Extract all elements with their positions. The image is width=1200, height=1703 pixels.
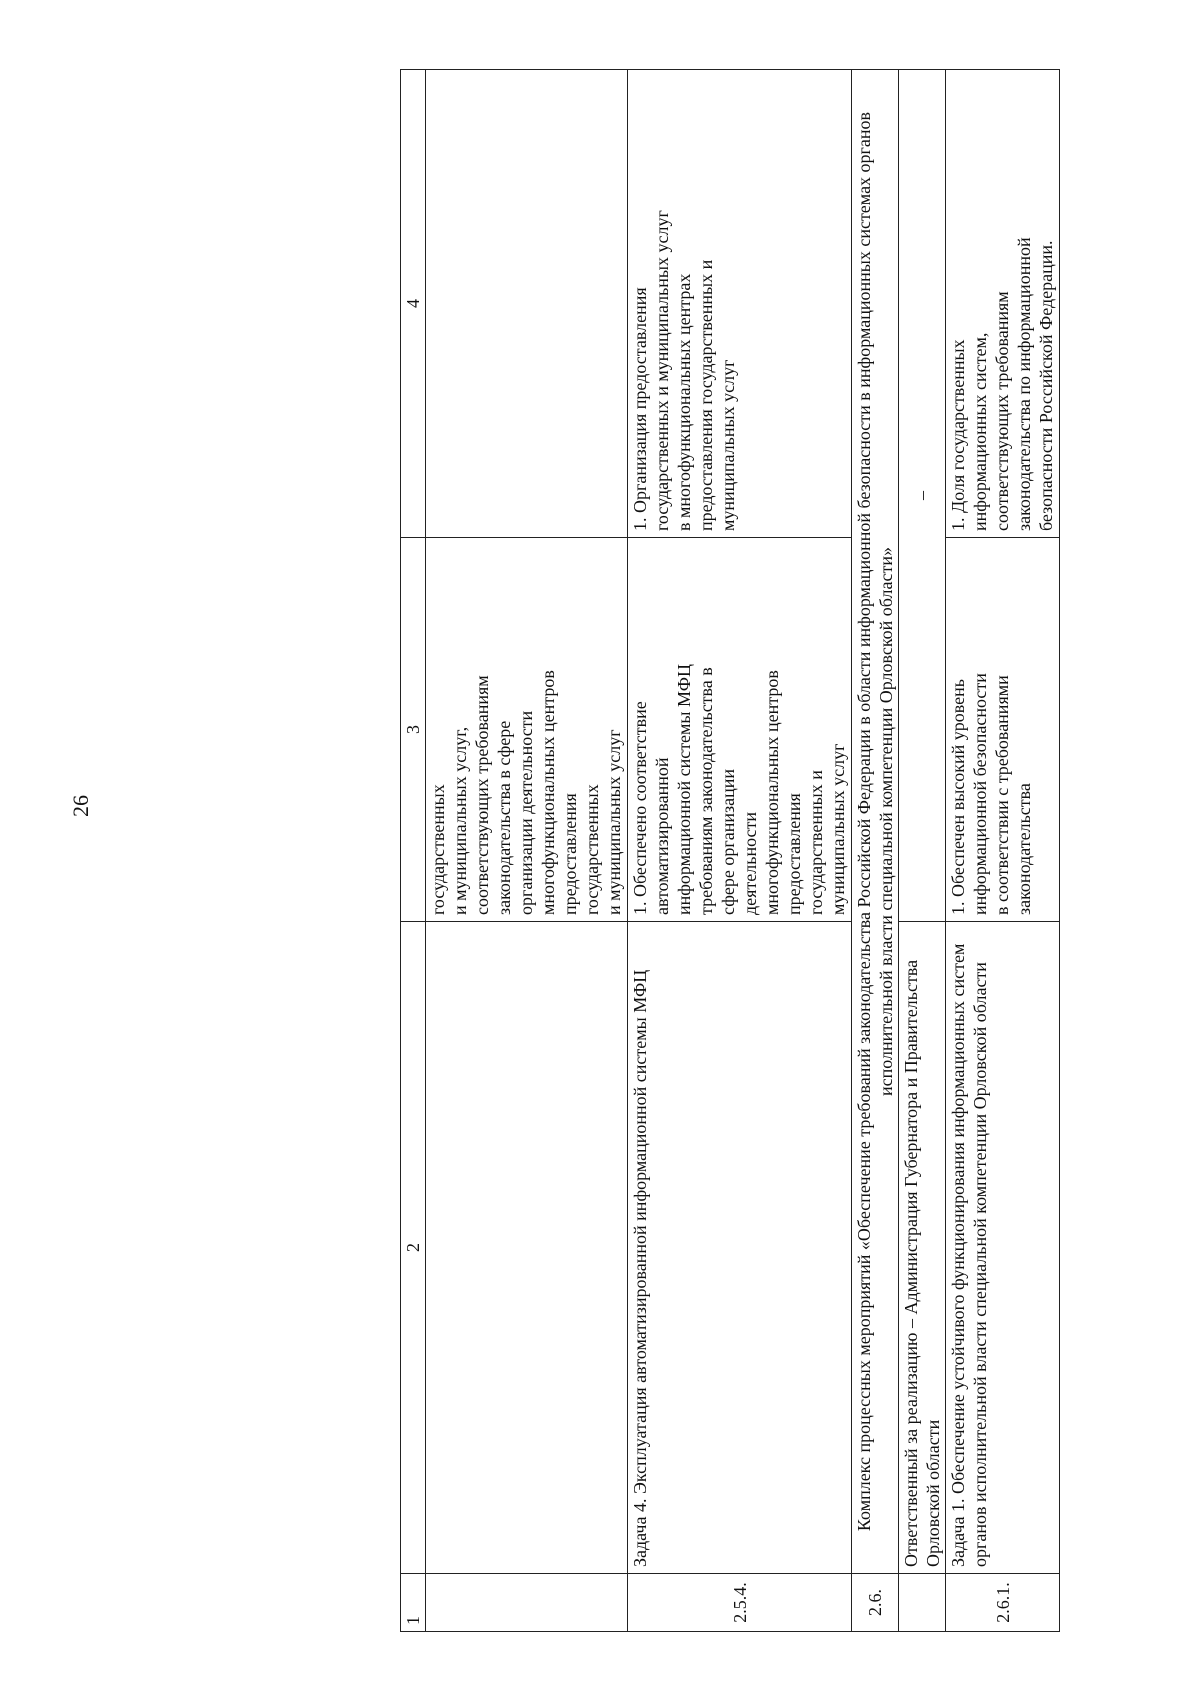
cell-empty (899, 1574, 946, 1632)
cell-task: Задача 4. Эксплуатация автоматизированной информационной системы МФЦ (628, 922, 852, 1574)
table-row-2-6-1 (946, 70, 1060, 1632)
table-row-2-6 (852, 70, 899, 1632)
cell-result: 1. Обеспечен высокий уровень информационной безопасности в соответствии с требованиями законодательства (946, 538, 1060, 922)
program-table (400, 69, 1060, 1632)
header-col-2: 2 (401, 922, 426, 1574)
header-col-4: 4 (401, 70, 426, 538)
cell-indicator: 1. Доля государственных информационных систем, соответствующих требованиям законодательства по информационной безопасности Российской Федерации. (946, 70, 1060, 538)
cell-empty (426, 70, 628, 538)
row-number: 2.6. (852, 1574, 899, 1632)
rotated-table-container (400, 70, 1060, 1632)
row-number: 2.6.1. (946, 1574, 1060, 1632)
header-col-3: 3 (401, 538, 426, 922)
cell-complex-title: Комплекс процессных мероприятий «Обеспечение требований законодательства Российской Федерации в области информационной безопасности в информационных системах органов исполнительной власти специальной компетенции Орловской области» (852, 70, 899, 1574)
page-number: 26 (68, 795, 93, 817)
header-col-1: 1 (401, 1574, 426, 1632)
table-row-2-5-4 (628, 70, 852, 1632)
cell-result-continued: государственных и муниципальных услуг, соответствующих требованиям законодательства в сфере организации деятельности многофункциональных центров предоставления государственных и муниципальных услуг (426, 538, 628, 922)
cell-task: Задача 1. Обеспечение устойчивого функционирования информационных систем органов исполнительной власти специальной компетенции Орловской области (946, 922, 1060, 1574)
cell-empty (426, 922, 628, 1574)
header-row (401, 70, 426, 1632)
cell-indicator: 1. Организация предоставления государственных и муниципальных услуг в многофункциональных центрах предоставления государственных и муниципальных услуг (628, 70, 852, 538)
cell-empty (426, 1574, 628, 1632)
row-number: 2.5.4. (628, 1574, 852, 1632)
cell-dash: – (899, 70, 946, 922)
table-row-continuation (426, 70, 628, 1632)
table-row-responsible (899, 70, 946, 1632)
cell-responsible: Ответственный за реализацию – Администрация Губернатора и Правительства Орловской области (899, 922, 946, 1574)
cell-result: 1. Обеспечено соответствие автоматизированной информационной системы МФЦ требованиям законодательства в сфере организации деятельности многофункциональных центров предоставления государственных и муниципальных услуг (628, 538, 852, 922)
